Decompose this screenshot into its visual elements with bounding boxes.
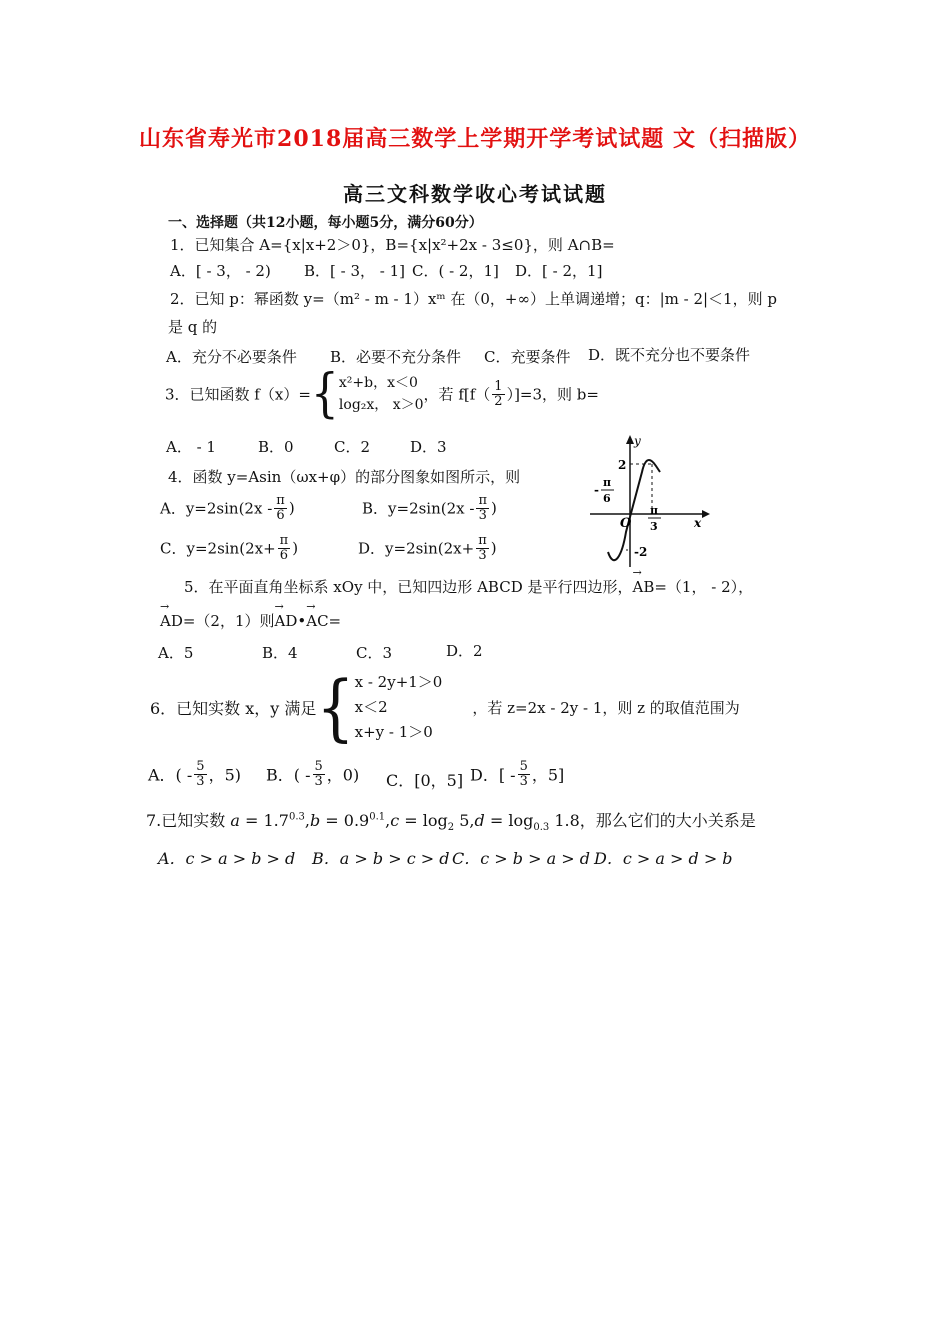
q5-stem-mid: =（2，1）则 (182, 612, 275, 630)
q5-option-a: A．5 (158, 644, 194, 662)
q6-option-b (266, 760, 359, 788)
q1-option-d: D．[ - 2，1] (515, 262, 603, 280)
q3-option-d: D．3 (410, 438, 447, 456)
q4-d-frac (476, 534, 489, 562)
graph-top-value: 2 (618, 458, 627, 472)
q5-stem-post: =（1， - 2）， (654, 578, 754, 596)
q3-option-a: A． - 1 (166, 438, 216, 456)
q6-constraint-2: x＜2 (354, 698, 388, 716)
q4-b-pre: B．y=2sin(2x - (362, 499, 475, 518)
q7-option-a: A．c > a > b > d (158, 849, 296, 868)
q6-option-a (148, 760, 241, 788)
graph-right-tick-num: π (650, 504, 659, 517)
q5-option-c: C．3 (356, 644, 393, 662)
graph-right-tick-den: 3 (650, 520, 658, 533)
graph-left-tick-sign: - (594, 483, 599, 497)
q3-option-b: B．0 (258, 438, 294, 456)
q6-stem (150, 665, 740, 750)
q6-a-den: 3 (196, 773, 205, 789)
q6-option-c: C．[0，5] (386, 771, 464, 790)
q3-piecewise (339, 372, 424, 416)
q4-d-den: 3 (478, 547, 487, 563)
q6-constraints (355, 670, 443, 745)
q6-brace: { (316, 665, 355, 750)
q4-sine-graph (590, 432, 715, 572)
q3-mid: ，若 f[f（ (423, 385, 491, 404)
q4-d-pre: D．y=2sin(2x+ (358, 539, 475, 558)
q4-c-den: 6 (279, 547, 289, 563)
q7-formula: a (230, 811, 240, 830)
q2-stem-cont: 是 q 的 (168, 318, 218, 336)
q1-option-b: B．[ - 3， - 1] (304, 262, 406, 280)
q3-suffix: ）]=3，则 b= (506, 385, 599, 404)
q1-option-a: A．[ - 3， - 2) (170, 262, 271, 280)
q7-option-c: C．c > b > a > d (452, 849, 590, 868)
q6-a-pre: A．( - (148, 765, 193, 785)
q4-b-post: ) (491, 499, 497, 518)
q4-option-c (160, 534, 298, 562)
q4-c-pre: C．y=2sin(2x+ (160, 539, 276, 558)
q6-b-pre: B．( - (266, 765, 311, 785)
q6-a-num: 5 (196, 759, 205, 774)
section-heading: 一、选择题（共12小题，每小题5分，满分60分） (168, 215, 483, 231)
q7-option-d: D．c > a > d > b (594, 849, 733, 868)
q4-c-post: ) (292, 539, 299, 558)
q4-option-b (362, 494, 497, 522)
q4-d-num: π (478, 533, 487, 548)
q5-option-b: B．4 (262, 644, 298, 662)
q1-option-c: C．( - 2，1] (412, 262, 499, 280)
q3-stem (165, 362, 599, 424)
q4-c-frac (278, 534, 291, 562)
q5-stem-cont (160, 610, 341, 631)
q3-option-c: C．2 (334, 438, 371, 456)
vector-ac: → AC (306, 612, 328, 630)
q7-stem: 7.已知实数 $a = 1.7^{0.3},b = 0.9^{0.1},c = \log_2 5,d = \log_{0.3} 1.8$，那么它们的大小关系是 (146, 811, 756, 834)
q5-stem (184, 576, 753, 597)
q3-case1: x²+b，x＜0 (338, 375, 418, 391)
q4-stem: 4．函数 y=Asin（ωx+φ）的部分图象如图所示，则 (168, 468, 521, 486)
document-title: 山东省寿光市2018届高三数学上学期开学考试试题 文（扫描版） (139, 126, 811, 152)
q6-d-frac (518, 760, 530, 788)
q4-d-post: ) (490, 539, 497, 558)
exam-title: 高三文科数学收心考试试题 (343, 182, 607, 206)
q4-a-num: π (276, 493, 285, 508)
q4-b-den: 3 (478, 507, 487, 523)
q5-option-d: D．2 (446, 642, 483, 660)
q6-b-post: ，0) (326, 765, 360, 785)
q4-c-num: π (279, 533, 289, 548)
q5-equals: = (328, 612, 342, 630)
q3-case2: log₂x， x＞0 (338, 397, 424, 413)
q6-d-den: 3 (519, 773, 528, 789)
q6-b-num: 5 (314, 759, 323, 774)
graph-left-tick-den: 6 (603, 492, 611, 505)
y-axis-arrow (626, 435, 634, 444)
q7-stem-post: ，那么它们的大小关系是 (579, 811, 756, 830)
q4-b-frac (476, 494, 489, 522)
q3-brace: { (310, 362, 339, 424)
dot-product-symbol: • (297, 612, 307, 630)
q2-option-b: B．必要不充分条件 (330, 348, 462, 366)
q7-option-b: B．a > b > c > d (312, 849, 450, 868)
q3-frac-num: 1 (494, 378, 503, 394)
q4-option-d (358, 534, 497, 562)
q7-stem-pre: 7.已知实数 (146, 811, 226, 830)
graph-bottom-value: -2 (634, 545, 648, 559)
q6-b-den: 3 (314, 773, 323, 789)
vector-ad-2: → AD (275, 612, 298, 630)
q3-fraction (492, 380, 504, 408)
q4-option-a (160, 494, 295, 522)
x-axis-arrow (702, 510, 710, 518)
q4-a-frac (274, 494, 287, 522)
q6-d-post: ，5] (531, 765, 565, 785)
graph-origin-label: O (620, 516, 632, 531)
q3-prefix: 3．已知函数 f（x）= (165, 385, 311, 404)
q6-constraint-3: x+y - 1＞0 (354, 723, 433, 741)
graph-left-tick-num: π (603, 476, 612, 489)
q1-stem: 1．已知集合 A={x|x+2＞0}，B={x|x²+2x - 3≤0}，则 A∩B= (170, 236, 615, 254)
vector-ab: → AB (633, 578, 655, 596)
q4-a-pre: A．y=2sin(2x - (160, 499, 273, 518)
q6-constraint-1: x - 2y+1＞0 (354, 673, 443, 691)
q4-a-den: 6 (276, 507, 285, 523)
graph-x-label: x (694, 516, 702, 530)
q2-option-c: C．充要条件 (484, 348, 571, 366)
q6-a-frac (194, 760, 206, 788)
q2-option-d: D．既不充分也不要条件 (588, 346, 751, 364)
q6-d-pre: D．[ - (470, 765, 516, 785)
q4-b-num: π (478, 493, 488, 508)
q6-b-frac (313, 760, 325, 788)
graph-y-label: y (634, 434, 641, 448)
q5-stem-pre: 5．在平面直角坐标系 xOy 中，已知四边形 ABCD 是平行四边形， (184, 578, 633, 596)
q2-stem: 2．已知 p：幂函数 y=（m² - m - 1）xᵐ 在（0，+∞）上单调递增；q：|m - 2|＜1，则 p (170, 290, 777, 308)
q6-prefix: 6．已知实数 x，y 满足 (150, 699, 317, 718)
q6-a-post: ，5) (208, 765, 242, 785)
q6-suffix: ，若 z=2x - 2y - 1，则 z 的取值范围为 (472, 699, 740, 717)
vector-ad: → AD (160, 612, 183, 630)
q3-frac-den: 2 (494, 393, 503, 409)
q4-a-post: ) (288, 499, 295, 518)
q6-option-d (470, 760, 564, 788)
q6-d-num: 5 (519, 759, 528, 774)
q2-option-a: A．充分不必要条件 (166, 348, 297, 366)
